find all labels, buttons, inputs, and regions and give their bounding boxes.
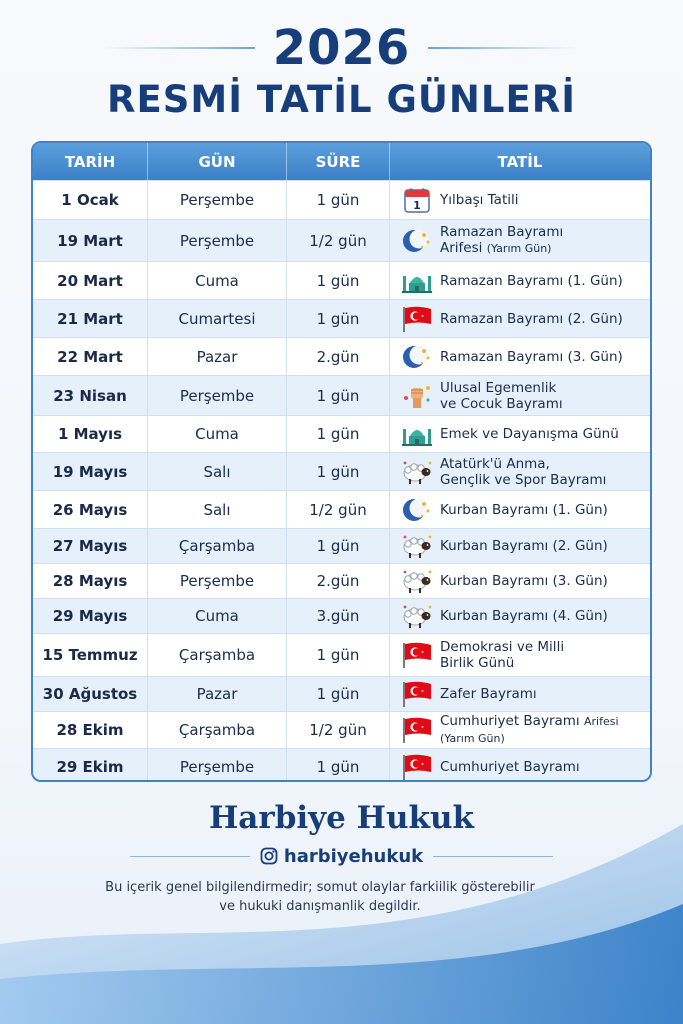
cell-date: 20 Mart — [33, 262, 148, 299]
cell-duration: 1 gün — [287, 300, 390, 337]
turkish-flag-icon — [398, 304, 436, 334]
cell-duration: 2.gün — [287, 564, 390, 598]
cell-date: 28 Ekim — [33, 712, 148, 748]
sheep-icon — [398, 457, 436, 487]
holiday-name — [436, 573, 608, 589]
mosque-icon — [398, 419, 436, 449]
crescent-icon — [398, 495, 436, 525]
turkish-flag-icon — [398, 752, 436, 782]
sheep-icon — [398, 566, 436, 596]
cell-day: Perşembe — [148, 220, 287, 261]
cell-day: Perşembe — [148, 181, 287, 219]
holiday-title: Ramazan Bayramı (3. Gün) — [440, 348, 623, 365]
cell-holiday — [390, 712, 650, 748]
holiday-name-line1 — [440, 538, 608, 554]
holiday-name-line1 — [440, 502, 608, 518]
cell-holiday — [390, 749, 650, 782]
instagram-icon — [260, 847, 278, 865]
table-row — [33, 219, 650, 261]
table-row — [33, 452, 650, 490]
cell-holiday — [390, 220, 650, 261]
table-row — [33, 748, 650, 782]
cell-day: Çarşamba — [148, 712, 287, 748]
cell-duration: 1 gün — [287, 262, 390, 299]
holiday-title: Ramazan Bayramı (2. Gün) — [440, 310, 623, 327]
holiday-title: Ramazan Bayramı (1. Gün) — [440, 272, 623, 289]
cell-date: 19 Mart — [33, 220, 148, 261]
cell-holiday — [390, 181, 650, 219]
holiday-title: Ramazan Bayramı — [440, 224, 564, 240]
cell-holiday — [390, 338, 650, 375]
holiday-name — [436, 349, 623, 365]
cell-date: 29 Ekim — [33, 749, 148, 782]
turkish-flag-icon — [398, 640, 436, 670]
brand-name: Harbiye Hukuk — [208, 800, 474, 836]
cell-date: 30 Ağustos — [33, 677, 148, 711]
holiday-name-line1 — [440, 349, 623, 365]
page-title: RESMİ TATİL GÜNLERİ — [107, 78, 576, 121]
table-row — [33, 563, 650, 598]
cell-date: 1 Ocak — [33, 181, 148, 219]
cell-holiday — [390, 376, 650, 415]
table-header — [33, 143, 650, 180]
holiday-name — [436, 759, 580, 775]
cell-duration: 1 gün — [287, 376, 390, 415]
holiday-name — [436, 502, 608, 518]
cell-day: Perşembe — [148, 376, 287, 415]
cell-holiday — [390, 453, 650, 490]
holiday-name-line1 — [440, 311, 623, 327]
holiday-name-line2 — [440, 655, 564, 671]
cell-duration: 2.gün — [287, 338, 390, 375]
holiday-name-line2 — [440, 240, 563, 257]
sheep-icon — [398, 531, 436, 561]
table-row — [33, 337, 650, 375]
raised-fist-icon — [398, 381, 436, 411]
column-header-holiday: TATİL — [497, 152, 543, 171]
cell-date: 21 Mart — [33, 300, 148, 337]
holiday-title: Cumhuriyet Bayramı — [440, 713, 580, 729]
holiday-note: (Yarım Gün) — [486, 242, 552, 255]
cell-date: 22 Mart — [33, 338, 148, 375]
holiday-name-line1 — [440, 456, 606, 472]
holiday-title: Kurban Bayramı (1. Gün) — [440, 501, 608, 518]
holiday-name-line1 — [440, 273, 623, 289]
cell-holiday — [390, 634, 650, 676]
holiday-title: Kurban Bayramı (4. Gün) — [440, 608, 608, 624]
table-row — [33, 261, 650, 299]
cell-holiday — [390, 491, 650, 528]
calendar-icon — [398, 185, 436, 215]
holiday-name — [436, 686, 537, 702]
cell-day: Salı — [148, 453, 287, 490]
holiday-title: Zafer Bayramı — [440, 686, 537, 702]
turkish-flag-icon — [398, 679, 436, 709]
holiday-name — [436, 192, 519, 208]
holiday-name-line2 — [440, 472, 606, 488]
table-row — [33, 415, 650, 452]
instagram-link[interactable] — [260, 846, 423, 867]
cell-duration: 1 gün — [287, 453, 390, 490]
holiday-table — [31, 141, 652, 782]
cell-day: Perşembe — [148, 564, 287, 598]
holiday-subtitle: (Yarım Gün) — [440, 732, 505, 745]
holiday-name-line1 — [440, 426, 619, 442]
instagram-handle: harbiyehukuk — [283, 845, 424, 867]
sheep-icon — [398, 601, 436, 631]
holiday-name-line2 — [440, 730, 619, 747]
column-header-date: TARİH — [33, 143, 148, 180]
decorative-line-left — [130, 856, 250, 857]
cell-date: 15 Temmuz — [33, 634, 148, 676]
holiday-name — [436, 639, 564, 671]
column-header-duration: SÜRE — [287, 143, 390, 180]
mosque-icon — [398, 266, 436, 296]
disclaimer-text: Bu içerik genel bilgilendirmedir; somut olaylar farkiilik gösterebilir ve hukuki danışmanlik degildir. — [105, 880, 535, 914]
table-row — [33, 299, 650, 337]
cell-holiday — [390, 599, 650, 633]
cell-duration: 1 gün — [287, 749, 390, 782]
cell-holiday — [390, 564, 650, 598]
holiday-name-line2 — [440, 396, 563, 412]
table-row — [33, 676, 650, 711]
holiday-name-line1 — [440, 192, 519, 208]
holiday-name-line1 — [440, 608, 608, 624]
holiday-title: Kurban Bayramı (3. Gün) — [440, 573, 608, 589]
header-year-row — [0, 18, 683, 78]
decorative-line-right — [433, 856, 553, 857]
table-row — [33, 598, 650, 633]
holiday-name — [436, 456, 606, 488]
table-row — [33, 375, 650, 415]
table-row — [33, 633, 650, 676]
cell-holiday — [390, 300, 650, 337]
holiday-name — [436, 426, 619, 442]
holiday-name — [436, 311, 623, 327]
holiday-note: Arifesi — [583, 715, 619, 728]
column-header-day: GÜN — [148, 143, 287, 180]
cell-duration: 1 gün — [287, 416, 390, 452]
cell-day: Çarşamba — [148, 529, 287, 563]
holiday-name — [436, 380, 563, 412]
cell-duration: 1/2 gün — [287, 491, 390, 528]
crescent-icon — [398, 226, 436, 256]
holiday-name-line1 — [440, 639, 564, 655]
decorative-line-right — [428, 47, 578, 49]
holiday-subtitle: ve Cocuk Bayramı — [440, 395, 563, 412]
cell-day: Salı — [148, 491, 287, 528]
holiday-name — [436, 713, 619, 747]
holiday-name-line1 — [440, 686, 537, 702]
cell-holiday — [390, 416, 650, 452]
cell-day: Cumartesi — [148, 300, 287, 337]
cell-date: 26 Mayıs — [33, 491, 148, 528]
cell-day: Pazar — [148, 338, 287, 375]
cell-duration: 1 gün — [287, 529, 390, 563]
holiday-title: Ulusal Egemenlik — [440, 379, 557, 396]
decorative-line-left — [105, 47, 255, 49]
cell-duration: 1/2 gün — [287, 712, 390, 748]
cell-holiday — [390, 529, 650, 563]
holiday-name-line1 — [440, 224, 563, 240]
cell-duration: 3.gün — [287, 599, 390, 633]
cell-holiday — [390, 677, 650, 711]
cell-date: 1 Mayıs — [33, 416, 148, 452]
instagram-row — [0, 844, 683, 868]
cell-day: Cuma — [148, 599, 287, 633]
cell-day: Çarşamba — [148, 634, 287, 676]
holiday-name-line1 — [440, 713, 619, 730]
table-row — [33, 490, 650, 528]
cell-date: 19 Mayıs — [33, 453, 148, 490]
holiday-subtitle: Gençlik ve Spor Bayramı — [440, 471, 607, 488]
holiday-name-line1 — [440, 759, 580, 775]
holiday-title: Kurban Bayramı (2. Gün) — [440, 538, 608, 554]
holiday-title: Emek ve Dayanışma Günü — [440, 426, 619, 442]
cell-duration: 1 gün — [287, 181, 390, 219]
table-body — [33, 180, 650, 782]
holiday-title: Atatürk'ü Anma, — [440, 455, 550, 472]
holiday-title: Cumhuriyet Bayramı — [440, 758, 580, 775]
cell-day: Cuma — [148, 416, 287, 452]
cell-duration: 1 gün — [287, 677, 390, 711]
holiday-name — [436, 538, 608, 554]
holiday-title: Demokrasi ve Milli — [440, 639, 565, 655]
holiday-subtitle: Birlik Günü — [440, 655, 515, 671]
cell-duration: 1/2 gün — [287, 220, 390, 261]
cell-day: Cuma — [148, 262, 287, 299]
header-year: 2026 — [272, 20, 411, 76]
holiday-name — [436, 273, 623, 289]
cell-date: 29 Mayıs — [33, 599, 148, 633]
table-row — [33, 711, 650, 748]
holiday-name-line1 — [440, 573, 608, 589]
cell-holiday — [390, 262, 650, 299]
cell-duration: 1 gün — [287, 634, 390, 676]
holiday-name — [436, 608, 608, 624]
cell-date: 27 Mayıs — [33, 529, 148, 563]
cell-day: Pazar — [148, 677, 287, 711]
cell-day: Perşembe — [148, 749, 287, 782]
holiday-name — [436, 224, 563, 257]
svg-text:1: 1 — [413, 199, 421, 212]
cell-date: 23 Nisan — [33, 376, 148, 415]
table-row — [33, 528, 650, 563]
cell-date: 28 Mayıs — [33, 564, 148, 598]
crescent-icon — [398, 342, 436, 372]
holiday-name-line1 — [440, 380, 563, 396]
turkish-flag-icon — [398, 715, 436, 745]
holiday-title: Yılbaşı Tatili — [440, 192, 519, 208]
table-row — [33, 180, 650, 219]
holiday-subtitle: Arifesi — [440, 240, 483, 256]
